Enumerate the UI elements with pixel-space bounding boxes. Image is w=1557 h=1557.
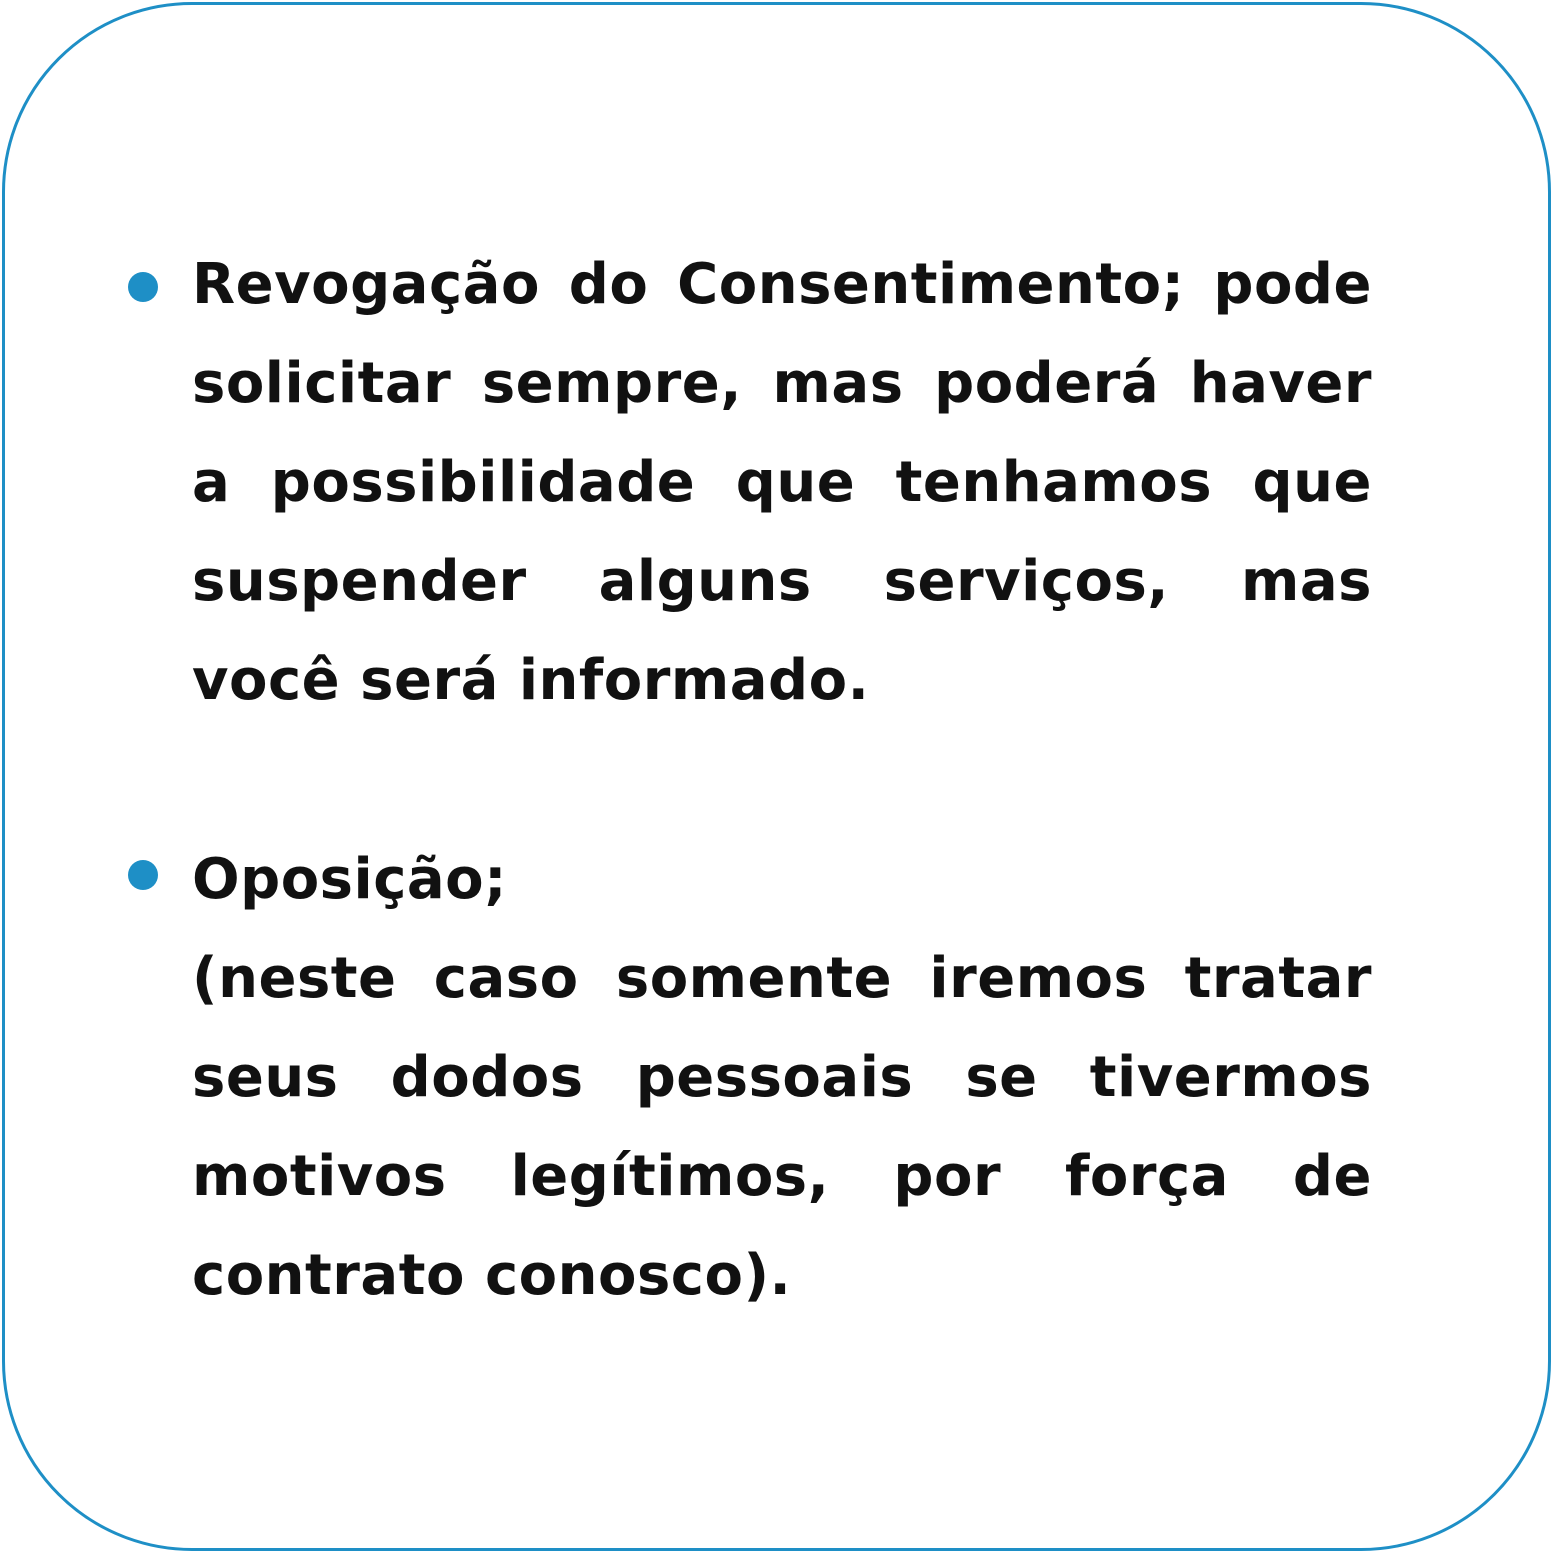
- text-line: suspender alguns serviços, mas: [192, 549, 1372, 614]
- text-line: você será informado.: [192, 648, 870, 713]
- list-item-oposicao: [192, 830, 1372, 1325]
- content-card: [2, 2, 1551, 1551]
- text-line: (neste caso somente iremos tratar: [192, 946, 1372, 1011]
- text-line: contrato conosco).: [192, 1243, 792, 1308]
- text-line: seus dodos pessoais se tivermos: [192, 1045, 1372, 1110]
- bullet-icon: [128, 860, 158, 890]
- bullet-icon: [128, 272, 158, 302]
- text-line: a possibilidade que tenhamos que: [192, 450, 1372, 515]
- text-line: motivos legítimos, por força de: [192, 1144, 1372, 1209]
- list-item-revogacao: [192, 235, 1372, 730]
- item-heading: Oposição;: [192, 847, 508, 912]
- text-line: Revogação do Consentimento; pode: [192, 252, 1372, 317]
- text-line: solicitar sempre, mas poderá haver: [192, 351, 1372, 416]
